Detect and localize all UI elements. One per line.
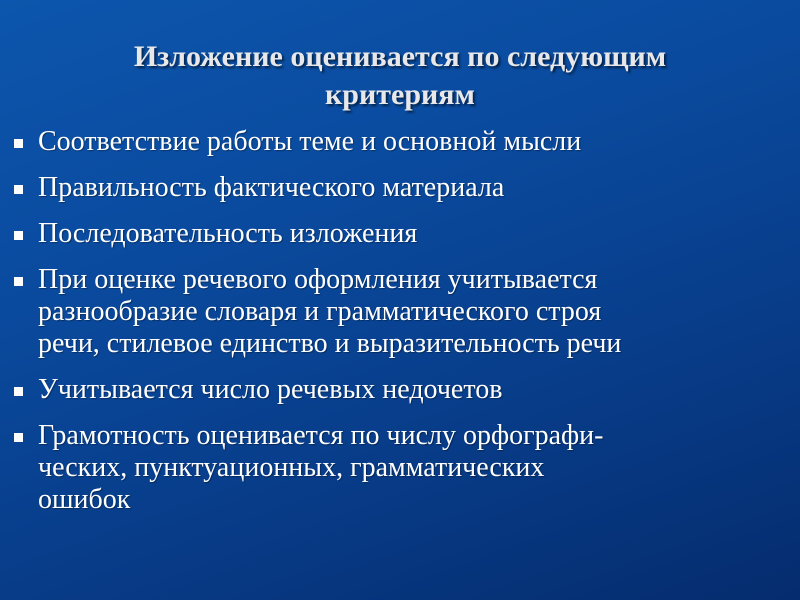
- square-bullet-icon: [14, 387, 23, 396]
- square-bullet-icon: [14, 231, 23, 240]
- square-bullet-icon: [14, 277, 23, 286]
- criteria-item-line: Последовательность изложения: [38, 218, 418, 249]
- criteria-item-line: Соответствие работы теме и основной мысли: [38, 126, 582, 157]
- criteria-list: [12, 126, 792, 530]
- criteria-item: [12, 264, 792, 360]
- criteria-item-line: Учитывается число речевых недочетов: [38, 374, 503, 405]
- criteria-item-line: Правильность фактического материала: [38, 172, 505, 203]
- criteria-item-line: разнообразие словаря и грамматического строя: [38, 296, 602, 327]
- square-bullet-icon: [14, 139, 23, 148]
- slide-title-line: Изложение оценивается по следующим: [133, 40, 667, 73]
- criteria-item: [12, 126, 792, 158]
- criteria-item-line: речи, стилевое единство и выразительность речи: [38, 328, 622, 359]
- slide-title-line: критериям: [325, 78, 475, 111]
- criteria-item: [12, 172, 792, 204]
- criteria-item: [12, 218, 792, 250]
- criteria-item: [12, 420, 792, 516]
- square-bullet-icon: [14, 433, 23, 442]
- criteria-item-line: ческих, пунктуационных, грамматических: [38, 452, 545, 483]
- criteria-item-line: Грамотность оценивается по числу орфографи-: [38, 420, 604, 451]
- square-bullet-icon: [14, 185, 23, 194]
- slide-title: [40, 38, 760, 114]
- criteria-item-line: При оценке речевого оформления учитывается: [38, 264, 598, 295]
- criteria-item-line: ошибок: [38, 484, 131, 515]
- criteria-item: [12, 374, 792, 406]
